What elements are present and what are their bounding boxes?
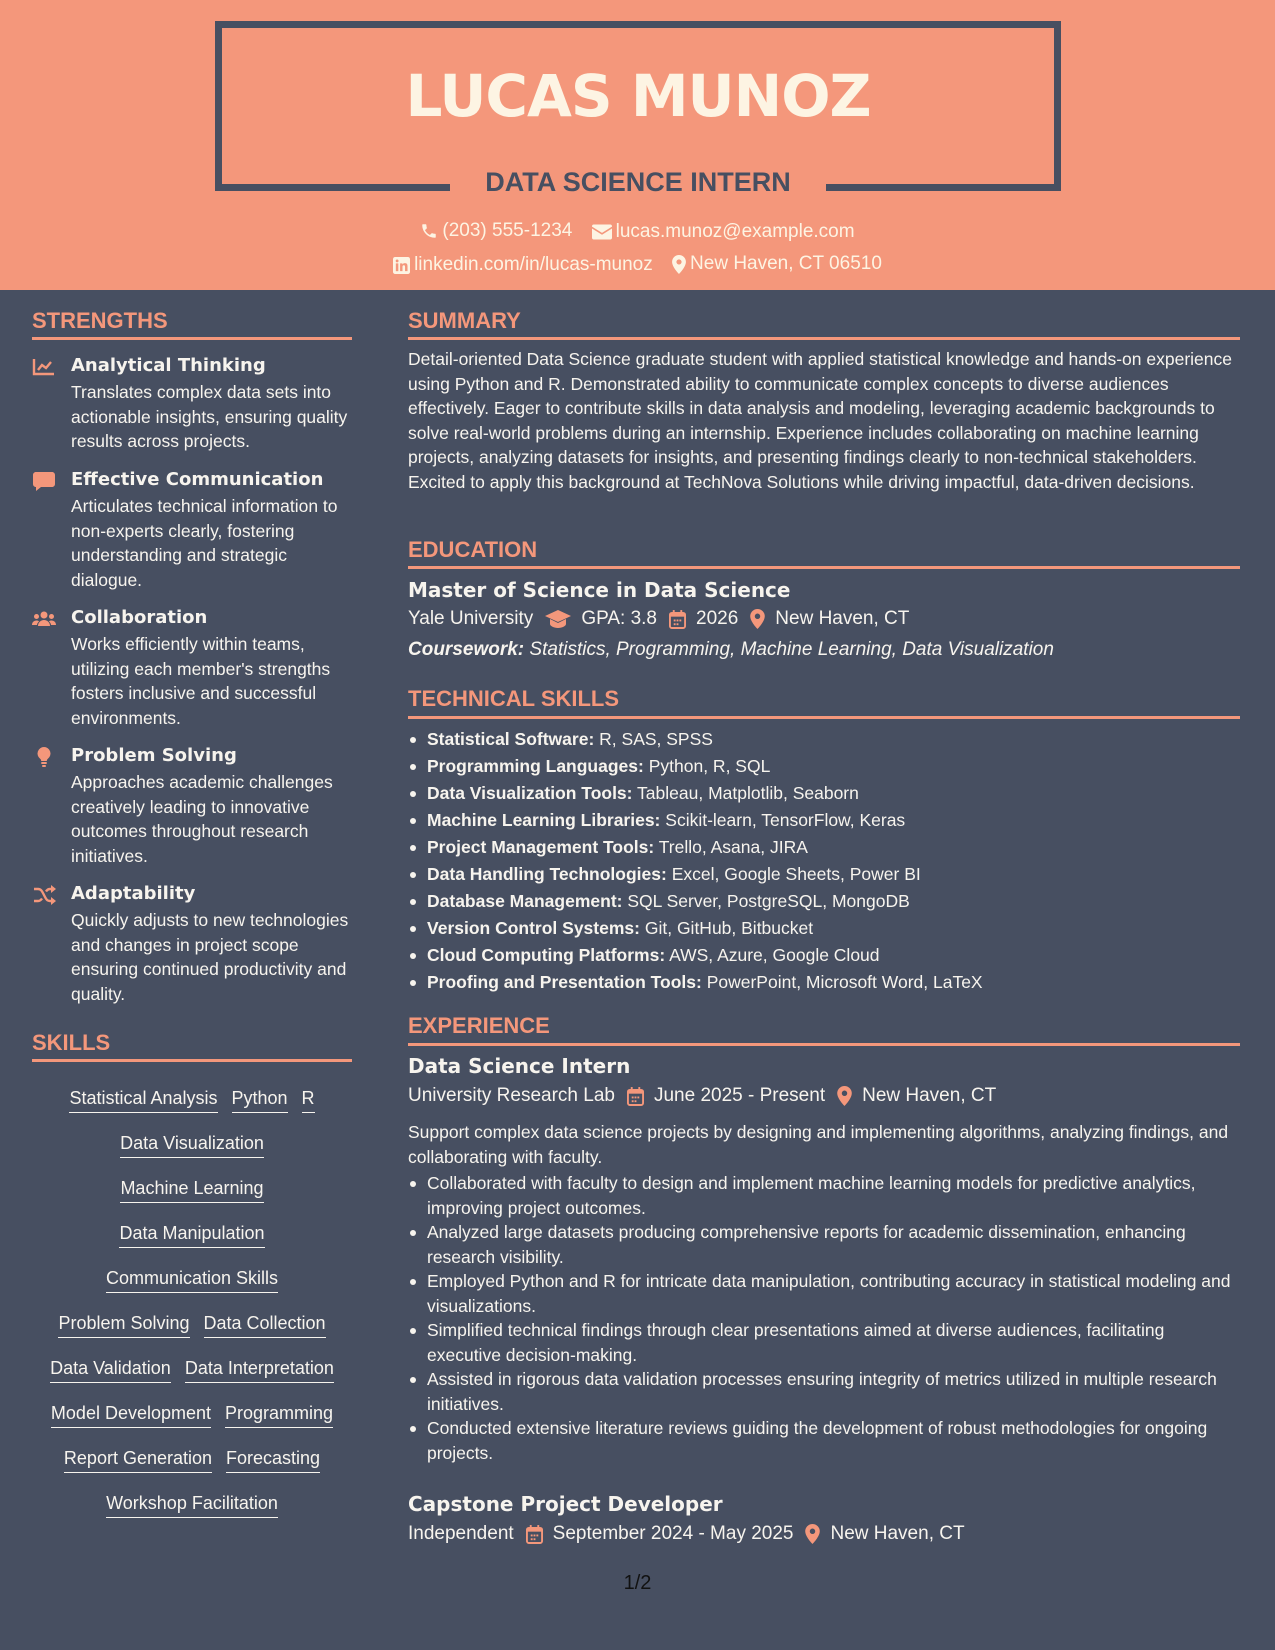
list-item — [408, 942, 1240, 969]
skill-values: Tableau, Matplotlib, Seaborn — [637, 783, 859, 803]
contact-row-2 — [0, 253, 1275, 280]
technical-skills-heading: TECHNICAL SKILLS — [408, 686, 620, 711]
skill-tag: Report Generation — [64, 1446, 212, 1473]
list-item — [408, 915, 1240, 942]
grad-year: 2026 — [696, 608, 739, 629]
strength-title: Collaboration — [71, 607, 208, 628]
job-org: Independent — [408, 1523, 514, 1544]
location-item — [672, 253, 882, 275]
coursework-text: Statistics, Programming, Machine Learning, Data Visualization — [529, 639, 1054, 660]
strength-title: Analytical Thinking — [71, 355, 266, 376]
skill-tag: Statistical Analysis — [69, 1086, 217, 1113]
lightbulb-icon — [32, 747, 56, 767]
candidate-name: LUCAS MUNOZ — [405, 62, 871, 130]
summary-heading: SUMMARY — [408, 308, 521, 333]
shuffle-icon — [32, 885, 56, 905]
strength-desc: Approaches academic challenges creatively leading to innovative outcomes throughout research initiatives. — [71, 772, 333, 866]
skill-values: Python, R, SQL — [648, 756, 771, 776]
skill-category: Statistical Software: — [427, 729, 595, 749]
map-marker-icon — [805, 1524, 820, 1544]
skill-category: Machine Learning Libraries: — [427, 810, 661, 830]
contact-row-1 — [0, 220, 1275, 246]
phone-item[interactable] — [420, 220, 572, 242]
strengths-heading: STRENGTHS — [32, 308, 168, 333]
calendar-icon — [526, 1525, 543, 1544]
job-meta — [408, 1085, 996, 1107]
technical-skills-rule — [408, 716, 1240, 719]
list-item: Employed Python and R for intricate data manipulation, contributing accuracy in statistical modeling and visualizations. — [408, 1269, 1240, 1318]
strength-desc: Articulates technical information to non-experts clearly, fostering understanding and strategic dialogue. — [71, 496, 338, 590]
skill-values: Git, GitHub, Bitbucket — [644, 918, 814, 938]
list-item — [408, 861, 1240, 888]
skill-tag: Workshop Facilitation — [106, 1491, 278, 1518]
strength-title: Adaptability — [71, 883, 196, 904]
map-marker-icon — [750, 609, 765, 629]
skills-rule — [32, 1059, 352, 1062]
skill-values: Excel, Google Sheets, Power BI — [671, 864, 921, 884]
job-org: University Research Lab — [408, 1085, 615, 1106]
strengths-rule — [32, 337, 352, 340]
skill-category: Version Control Systems: — [427, 918, 640, 938]
job-location: New Haven, CT — [830, 1523, 965, 1544]
linkedin-text: linkedin.com/in/lucas-munoz — [414, 254, 653, 275]
skill-category: Database Management: — [427, 891, 623, 911]
skill-values: SQL Server, PostgreSQL, MongoDB — [627, 891, 910, 911]
education-meta — [408, 608, 909, 630]
experience-rule — [408, 1043, 1240, 1046]
job-title: DATA SCIENCE INTERN — [485, 167, 791, 197]
skill-category: Data Visualization Tools: — [427, 783, 633, 803]
school-name: Yale University — [408, 608, 534, 629]
email-text: lucas.munoz@example.com — [615, 221, 855, 242]
strength-desc: Quickly adjusts to new technologies and changes in project scope ensuring continued productivity and quality. — [71, 910, 349, 1004]
comment-icon — [32, 471, 56, 491]
linkedin-item[interactable] — [393, 254, 653, 276]
list-item: Conducted extensive literature reviews guiding the development of robust methodologies for ongoing projects. — [408, 1416, 1240, 1465]
skill-tag: Data Visualization — [120, 1131, 264, 1158]
coursework-label: Coursework: — [408, 639, 525, 660]
education-rule — [408, 566, 1240, 569]
skills-list — [32, 1076, 352, 1526]
strength-desc: Translates complex data sets into actionable insights, ensuring quality results across projects. — [71, 382, 348, 451]
list-item — [408, 753, 1240, 780]
job-location: New Haven, CT — [862, 1085, 997, 1106]
experience-heading: EXPERIENCE — [408, 1013, 550, 1038]
skill-tag: Machine Learning — [120, 1176, 263, 1203]
school-location: New Haven, CT — [775, 608, 910, 629]
skill-tag: Communication Skills — [106, 1266, 278, 1293]
skill-tag: Data Validation — [50, 1356, 171, 1383]
skill-tag: Data Interpretation — [185, 1356, 334, 1383]
degree-title: Master of Science in Data Science — [408, 578, 791, 602]
job-meta — [408, 1523, 965, 1545]
list-item — [408, 726, 1240, 753]
calendar-icon — [627, 1087, 644, 1106]
skill-tag: Problem Solving — [58, 1311, 189, 1338]
skill-tag: Data Manipulation — [119, 1221, 264, 1248]
strength-title: Problem Solving — [71, 745, 237, 766]
skill-tag: Model Development — [51, 1401, 211, 1428]
skill-tag: Python — [232, 1086, 288, 1113]
skill-tag: Forecasting — [226, 1446, 320, 1473]
list-item — [408, 969, 1240, 996]
skill-tag: R — [302, 1086, 315, 1113]
skill-values: Scikit-learn, TensorFlow, Keras — [665, 810, 906, 830]
location-text: New Haven, CT 06510 — [690, 253, 882, 274]
strength-desc: Works efficiently within teams, utilizing each member's strengths fosters inclusive and successful environments. — [71, 634, 331, 728]
job-dates: June 2025 - Present — [653, 1085, 826, 1106]
envelope-icon — [592, 224, 612, 240]
summary-rule — [408, 337, 1240, 340]
skill-category: Cloud Computing Platforms: — [427, 945, 666, 965]
phone-icon — [420, 222, 438, 240]
coursework-line — [408, 639, 1054, 661]
chart-line-icon — [32, 357, 56, 377]
graduation-cap-icon — [545, 610, 571, 628]
skill-values: R, SAS, SPSS — [599, 729, 713, 749]
skill-values: AWS, Azure, Google Cloud — [669, 945, 880, 965]
skill-values: PowerPoint, Microsoft Word, LaTeX — [706, 972, 983, 992]
list-item: Assisted in rigorous data validation processes ensuring integrity of metrics utilized in multiple research initiatives. — [408, 1367, 1240, 1416]
education-heading: EDUCATION — [408, 537, 538, 562]
job-title: Capstone Project Developer — [408, 1492, 723, 1516]
linkedin-icon — [393, 257, 410, 274]
skill-category: Data Handling Technologies: — [427, 864, 667, 884]
list-item — [408, 888, 1240, 915]
skill-category: Programming Languages: — [427, 756, 644, 776]
list-item — [408, 834, 1240, 861]
skills-heading: SKILLS — [32, 1030, 111, 1055]
list-item: Collaborated with faculty to design and implement machine learning models for predictive analytics, improving project outcomes. — [408, 1171, 1240, 1220]
skill-values: Trello, Asana, JIRA — [658, 837, 808, 857]
skill-category: Proofing and Presentation Tools: — [427, 972, 702, 992]
gpa-text: GPA: 3.8 — [581, 608, 657, 629]
list-item — [408, 807, 1240, 834]
email-item[interactable] — [592, 221, 855, 243]
users-icon — [32, 609, 56, 629]
calendar-icon — [669, 610, 686, 629]
skill-tag: Data Collection — [204, 1311, 326, 1338]
skill-tag: Programming — [225, 1401, 333, 1428]
page-number: 1/2 — [623, 1572, 652, 1594]
list-item: Analyzed large datasets producing comprehensive reports for academic dissemination, enhancing research visibility. — [408, 1220, 1240, 1269]
summary-text: Detail-oriented Data Science graduate student with applied statistical knowledge and hands-on experience using Python and R. Demonstrated ability to communicate complex concepts to diverse audiences effectively. Eager to contribute skills in data analysis and modeling, leveraging academic backgrounds to solve real-world problems during an internship. Experience includes collaborating on machine learning projects, analyzing datasets for insights, and presenting findings clearly to non-technical stakeholders. Excited to apply this background at TechNova Solutions while driving impactful, data-driven decisions. — [408, 349, 1232, 492]
job-dates: September 2024 - May 2025 — [552, 1523, 794, 1544]
phone-text: (203) 555-1234 — [442, 220, 573, 241]
job-title: Data Science Intern — [408, 1054, 631, 1078]
map-marker-icon — [837, 1086, 852, 1106]
job-bullets — [408, 1171, 1240, 1465]
map-marker-icon — [672, 255, 686, 274]
list-item — [408, 780, 1240, 807]
job-summary: Support complex data science projects by designing and implementing algorithms, analyzing findings, and collaborating with faculty. — [408, 1122, 1229, 1167]
technical-skills-list — [408, 726, 1240, 996]
strength-title: Effective Communication — [71, 469, 324, 490]
list-item: Simplified technical findings through clear presentations aimed at diverse audiences, facilitating executive decision-making. — [408, 1318, 1240, 1367]
skill-category: Project Management Tools: — [427, 837, 655, 857]
